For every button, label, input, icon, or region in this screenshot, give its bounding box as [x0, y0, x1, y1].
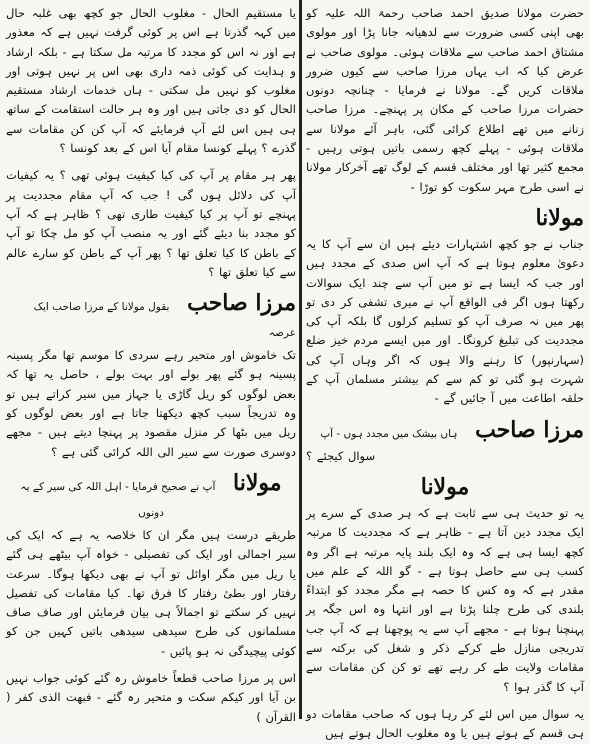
paragraph: یہ تو حدیث ہی سے ثابت ہے کہ ہر صدی کے سرے پر ایک مجدد دین آتا ہے - ظاہر ہے کہ مجددیت کا مرتبہ کچھ ایسا ہی ہے کہ وہ ایک بلند پایہ مرتبہ ہے اگر وہ کسب ہی سے حاصل ہوتا ہے - گو اللہ کے علم میں مقدر ہے کہ وہ کس کا حصہ ہے مگر مجدد کو ابتداءً بلندی کی طرح چلنا پڑتا ہے اور انتہا وہ اس جگہ پر پہنچنا ہوتا ہے - مجھے آپ سے یہ پوچھنا ہے کہ آپ جب تدریجی منازل طے کرکے ذکر و شغل کی برکتہ سے مقامات ولایت طے کر رہے تھے تو کن کن مقامات سے آپ کا گذر ہوا ؟	[306, 505, 584, 694]
speaker-heading-maulana: مولانا	[535, 204, 584, 231]
paragraph: طریقے درست ہیں مگر ان کا خلاصہ یہ ہے کہ ایک کی سیر اجمالی اور ایک کی تفصیلی - خواہ آپ بیٹھے ہی گئے یا ریل میں مگر اوائل تو آپ نے بھی دیکھا ہوگا۔ سرعت رفتار اور بطیٔ رفتار کا فرق تھا۔ کیا مقامات کی تفصیل نہیں کر سکتے تو اجمالاً ہی بیان فرمایئں اور صاف صاف مسلمانوں کی طرح سیدھی سیدھی باتیں کہیں جن کو کوئی پیچیدگی نہ ہو پائیں -	[6, 527, 296, 658]
left-column	[0, 0, 300, 724]
paragraph: جناب نے جو کچھ اشتہارات دیئے ہیں ان سے آپ کا یہ دعویٰ معلوم ہوتا ہے کہ آپ اس صدی کے مجدد ہیں اور جب کہ ایسا ہے تو میں آپ سے چند ایک سوالات رکھتا ہوں اگر فی الواقع آپ نے میری تشفی کر دی تو پھر میں نہ صرف آپ کو تسلیم کرلوں گا بلکہ آپ کی مجددیت کی تبلیغ کرونگا۔ اور میں ایسے مردم خیز ضلع (سہارنپور) کا رہنے والا ہوں کہ اگر وہاں آپ کی شہرت ہو گئی تو کم سے کم بیشتر مسلمان آپ کے حلقہ اطاعت میں آ جائیں گے -	[306, 236, 584, 406]
speaker-aside: بقول مولانا کے مرزا صاحب ایک عرصہ	[33, 301, 296, 340]
speaker-aside: آپ نے صحیح فرمایا - اہل اللہ کی سیر کے یہ دونوں	[20, 480, 216, 519]
speaker-name: مولانا	[233, 469, 282, 496]
paragraph: اس پر مرزا صاحب قطعاً خاموش رہ گئے کوئی جواب نہیں بن آیا اور کیکم سکت و متحیر رہ گئے - فبھت الذی کفر ( القرآن )	[6, 671, 296, 724]
paragraph: یا مستقیم الحال - مغلوب الحال جو کچھ بھی غلبہ حال میں کہہ گذرتا ہے اس پر کوئی گرفت نہیں ہے کہ معذور ہے اور نہ اس کو مجدد کا مرتبہ مل سکتا ہے - بلکہ ارشاد و ہدایت کی کوئی ذمہ داری بھی اس پر نہیں ہوتی اور مغلوب کو نہیں مل سکتی - ہاں خدمات ارشاد مستقیم الحال کو دی جاتی ہیں اور وہ ہر حالت استقامت کے ساتھ ہی ہیں اس لئے آپ فرمایئے کہ آپ کن کن مقامات سے گذرے ؟ پہلے کونسا مقام آیا اس کے بعد کونسا ؟	[6, 6, 296, 156]
speaker-heading-mirza	[6, 290, 296, 342]
paragraph: تک خاموش اور متحیر رہے سردی کا موسم تھا مگر پسینہ پسینہ ہو گئے پھر بولے اور بہت بولے ، حاصل یہ تھا کہ بعض لوگوں کو ریل گاڑی یا جہاز میں سیر کراتے ہیں تو وہ تدریجاً سبب کچھ دیکھتا جاتا ہے اور بعض لوگوں کو ریل میں بٹھا کر منزل مقصود پر پہنچا دیتے ہیں - مجھے دوسری صورت سے سیر الی اللہ کرائی گئی ہے ؟	[6, 348, 296, 459]
paragraph: پھر ہر مقام پر آپ کی کیا کیفیت ہوئی تھی ؟ یہ کیفیات آپ کی دلائل ہوں گی ! جب کہ آپ مقام مجددیت پر پہنچے تو آپ پر کیا کیفیت طاری تھی ؟ ظاہر ہے کہ آپ کو مجدد بنا دیئے گئے اور یہ منصب آپ کو مل چکا تو آپ کے باطن کا کیا تعلق تھا ؟ پھر آپ کے باطن کو سارے عالم سے کیا تعلق تھا ؟	[6, 168, 296, 279]
speaker-name: مرزا صاحب	[187, 290, 296, 317]
paragraph: یہ سوال میں اس لئے کر رہا ہوں کہ صاحب مقامات دو ہی قسم کے ہوتے ہیں یا وہ مغلوب الحال ہوتے ہیں	[306, 706, 584, 741]
paragraph: حضرت مولانا صدیق احمد صاحب رحمۃ اللہ علیہ کو بھی اپنی کسی ضرورت سے لدھیانہ جانا پڑا اور مولوی مشتاق احمد صاحب سے ملاقات ہوئی۔ مولوی صاحب نے عرض کیا کہ اب یہاں مرزا صاحب سے کیوں ضرور ملاقات کریں گے۔ مولانا نے فرمایا - چنانچہ دونوں حضرات مرزا صاحب کے مکان پر پہنچے۔ مرزا صاحب زنانے میں تھے اطلاع کرائی گئی، باہر آئے مولانا سے ملاقات ہوئی - پہلے کچھ رسمی باتیں ہوتی رہیں - مجمع کثیر تھا اور مختلف قسم کے لوگ تھے آخرکار مولانا نے اسی طرح مہر سکوت کو توڑا -	[306, 6, 584, 194]
speaker-heading-maulana	[6, 470, 296, 522]
speaker-heading-mirza	[306, 417, 584, 443]
speaker-reply: ہاں بیشک میں مجدد ہوں - آپ	[320, 427, 458, 440]
speaker-name: مرزا صاحب	[475, 416, 584, 443]
speaker-heading-maulana: مولانا	[420, 473, 470, 500]
paragraph: سوال کیجئے ؟	[306, 448, 376, 463]
right-column	[302, 0, 590, 741]
